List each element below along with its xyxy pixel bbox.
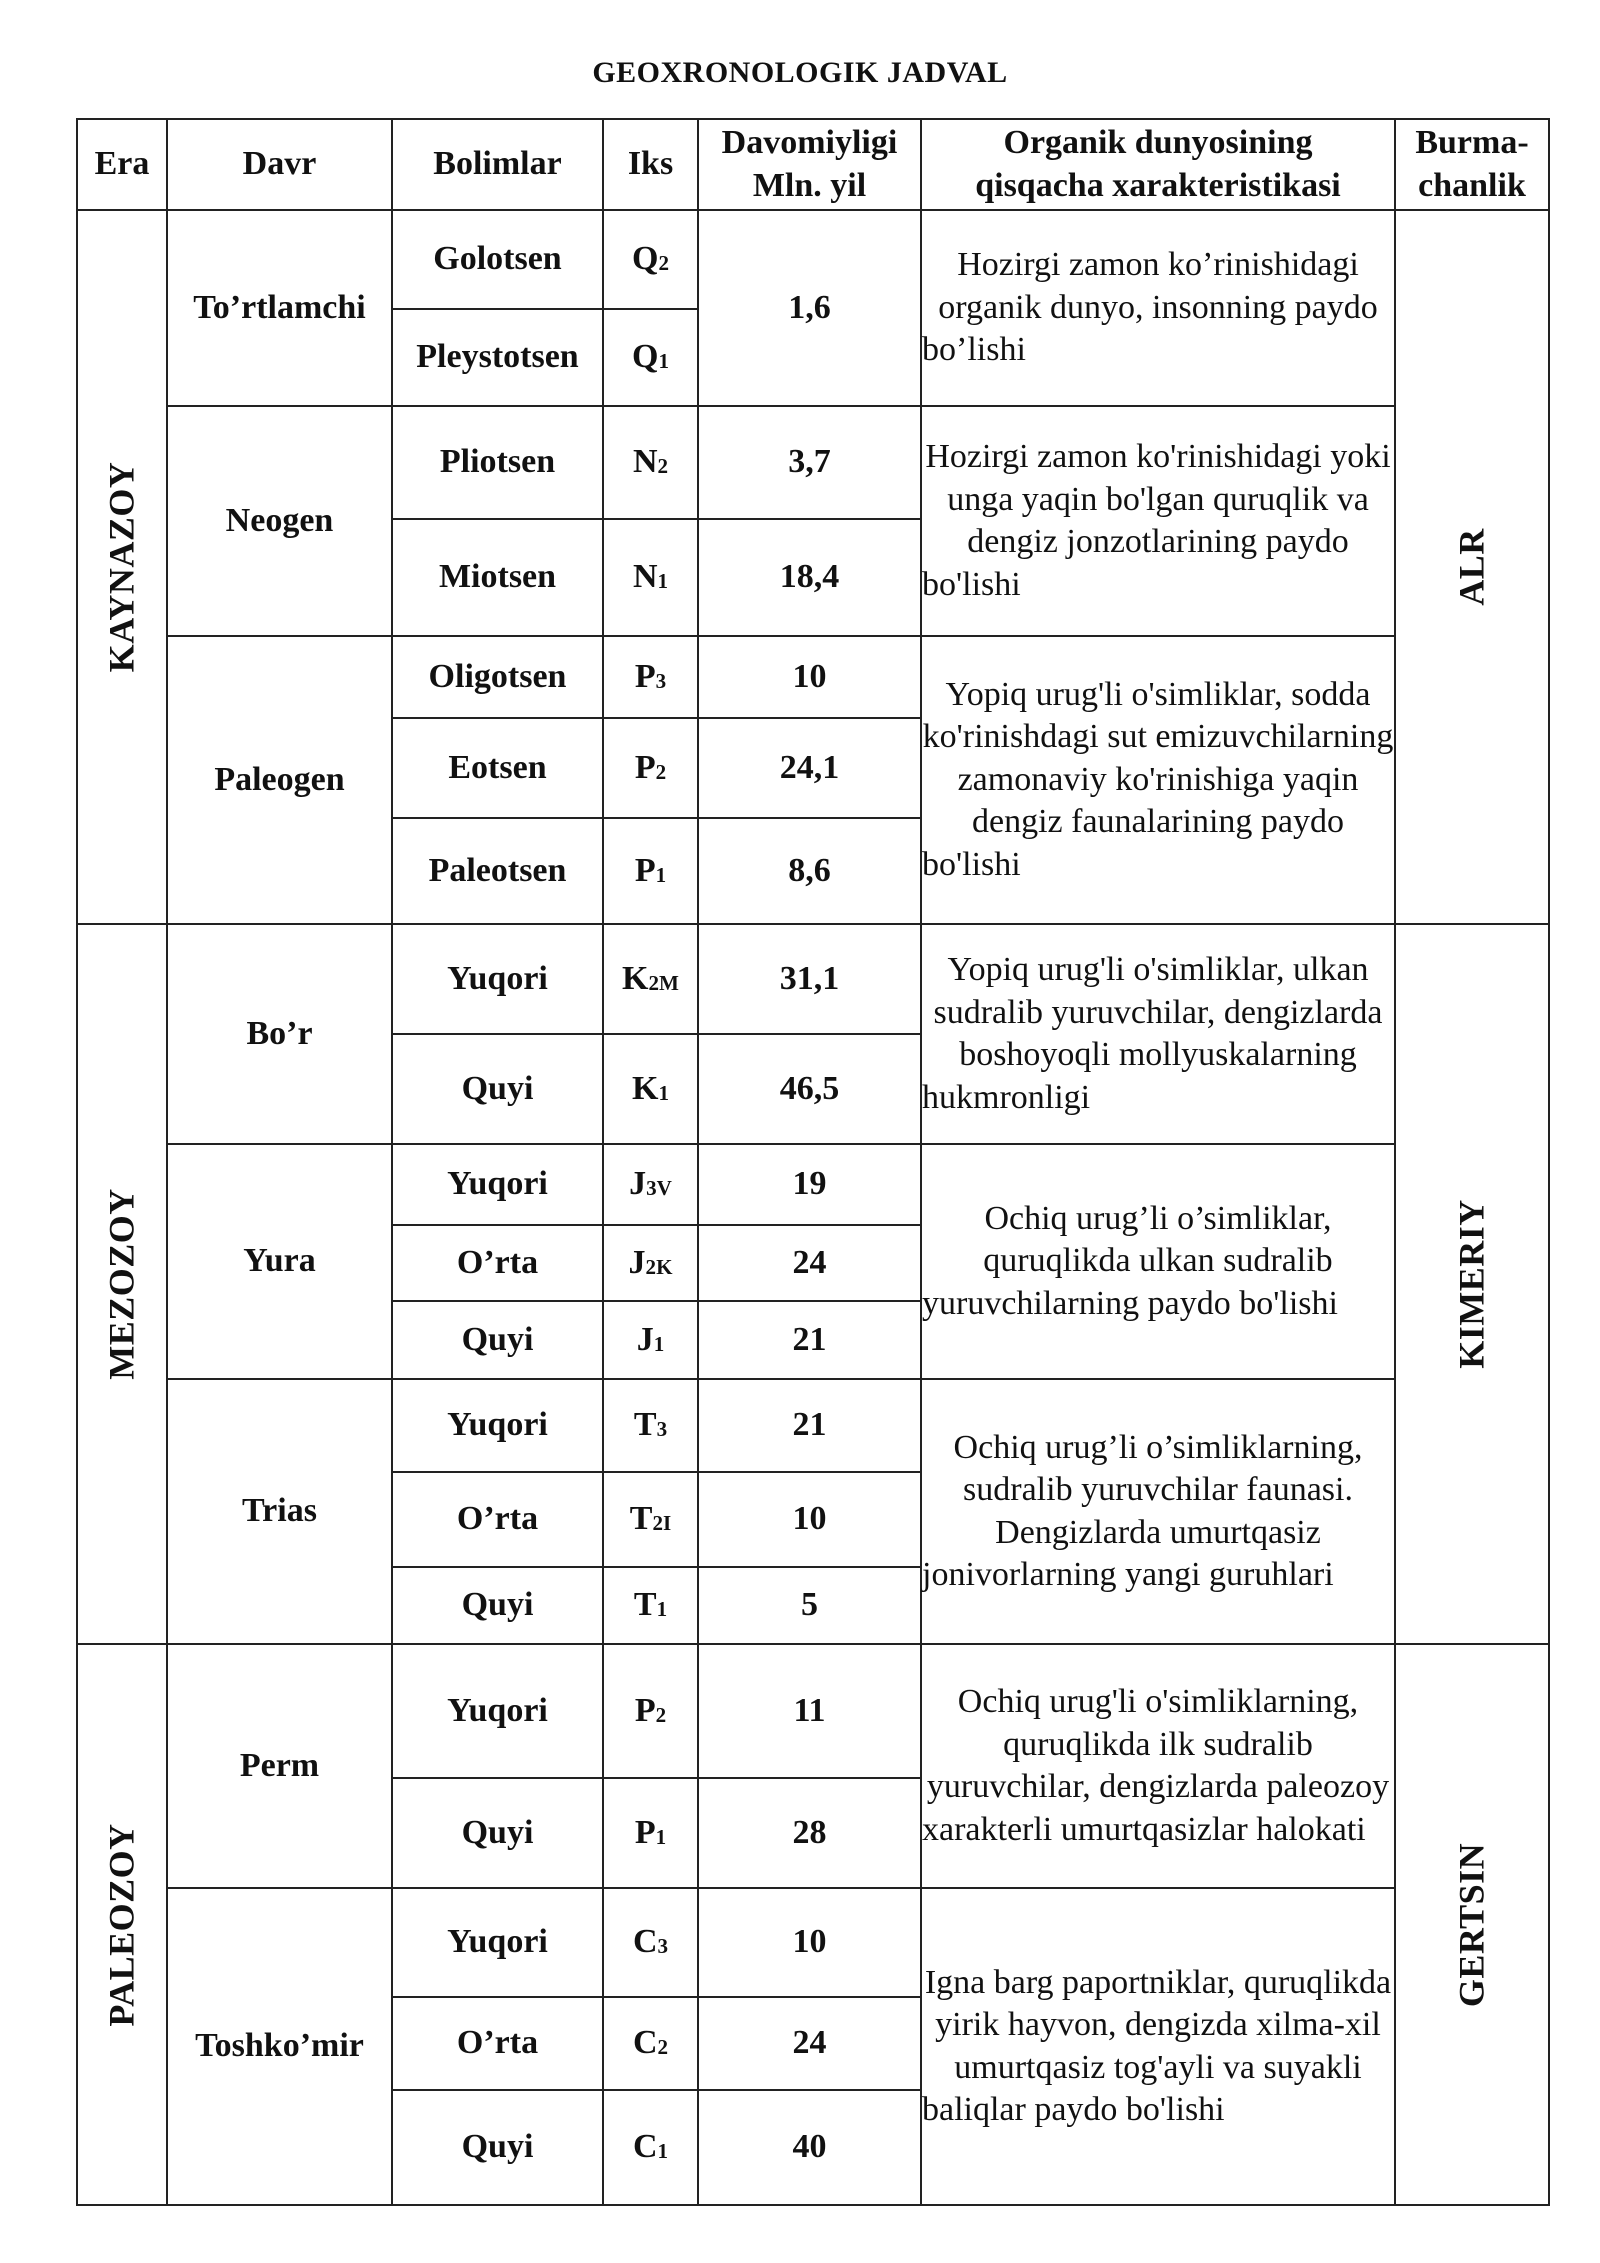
division-yura-yuqori: Yuqori — [392, 1144, 603, 1225]
desc-neogen: Hozirgi zamon ko'rinishidagi yoki unga yaqin bo'lgan quruqlik va dengiz jonzotlarining paydo bo'lishi — [921, 406, 1395, 636]
division-bor-quyi: Quyi — [392, 1034, 603, 1144]
duration-tortlamchi: 1,6 — [698, 210, 921, 406]
duration-pliotsen: 3,7 — [698, 406, 921, 519]
desc-tortlamchi: Hozirgi zamon ko’rinishidagi organik dunyo, insonning paydo bo’lishi — [921, 210, 1395, 406]
period-paleogen: Paleogen — [167, 636, 392, 924]
index-n1: $N_1$ — [603, 519, 698, 636]
index-p2: $P_2$ — [603, 718, 698, 818]
index-j1: $J_1$ — [603, 1301, 698, 1379]
division-eotsen: Eotsen — [392, 718, 603, 818]
header-duration: Davomiyligi Mln. yil — [698, 119, 921, 210]
index-perm-p2: $P_2$ — [603, 1644, 698, 1778]
division-toshkomir-quyi: Quyi — [392, 2090, 603, 2205]
index-q1: $Q_1$ — [603, 309, 698, 406]
header-davr: Davr — [167, 119, 392, 210]
duration-paleotsen: 8,6 — [698, 818, 921, 924]
era-paleozoy: PALEOZOY — [77, 1644, 167, 2205]
duration-bor-quyi: 46,5 — [698, 1034, 921, 1144]
index-k1: $K_1$ — [603, 1034, 698, 1144]
division-perm-quyi: Quyi — [392, 1778, 603, 1888]
table-row — [77, 924, 1549, 1034]
desc-toshkomir: Igna barg paportniklar, quruqlikda yirik hayvon, dengizda xilma-xil umurtqasiz tog'ayli va suyakli baliqlar paydo bo'lishi — [921, 1888, 1395, 2205]
header-era: Era — [77, 119, 167, 210]
duration-yura-quyi: 21 — [698, 1301, 921, 1379]
desc-paleogen: Yopiq urug'li o'simliklar, sodda ko'rinishdagi sut emizuvchilarning zamonaviy ko'rinishiga yaqin dengiz faunalarining paydo bo'lishi — [921, 636, 1395, 924]
desc-trias: Ochiq urug’li o’simliklarning, sudralib yuruvchilar faunasi. Dengizlarda umurtqasiz jonivorlarning yangi guruhlari — [921, 1379, 1395, 1644]
table-row — [77, 1144, 1549, 1225]
index-t3: $T_3$ — [603, 1379, 698, 1472]
division-trias-yuqori: Yuqori — [392, 1379, 603, 1472]
burma-alr: ALR — [1395, 210, 1549, 924]
header-burma: Burma- chanlik — [1395, 119, 1549, 210]
duration-perm-quyi: 28 — [698, 1778, 921, 1888]
duration-toshkomir-quyi: 40 — [698, 2090, 921, 2205]
duration-perm-yuqori: 11 — [698, 1644, 921, 1778]
division-pliotsen: Pliotsen — [392, 406, 603, 519]
division-golotsen: Golotsen — [392, 210, 603, 309]
desc-perm: Ochiq urug'li o'simliklarning, quruqlikda ilk sudralib yuruvchilar, dengizlarda paleozoy xarakterli umurtqasizlar halokati — [921, 1644, 1395, 1888]
index-t2i: $T_{2I}$ — [603, 1472, 698, 1567]
period-toshkomir: Toshko’mir — [167, 1888, 392, 2205]
duration-yura-orta: 24 — [698, 1225, 921, 1301]
desc-bor: Yopiq urug'li o'simliklar, ulkan sudralib yuruvchilar, dengizlarda boshoyoqli mollyuskalarning hukmronligi — [921, 924, 1395, 1144]
geochronological-table — [76, 118, 1550, 2206]
burma-kimeriy: KIMERIY — [1395, 924, 1549, 1644]
duration-miotsen: 18,4 — [698, 519, 921, 636]
division-toshkomir-yuqori: Yuqori — [392, 1888, 603, 1997]
table-row — [77, 636, 1549, 718]
division-toshkomir-orta: O’rta — [392, 1997, 603, 2090]
division-yura-quyi: Quyi — [392, 1301, 603, 1379]
period-perm: Perm — [167, 1644, 392, 1888]
table-row — [77, 1644, 1549, 1778]
division-pleystotsen: Pleystotsen — [392, 309, 603, 406]
page-title: GEOXRONOLOGIK JADVAL — [592, 56, 1008, 89]
division-trias-orta: O’rta — [392, 1472, 603, 1567]
index-p3: $P_3$ — [603, 636, 698, 718]
table-row — [77, 406, 1549, 519]
duration-yura-yuqori: 19 — [698, 1144, 921, 1225]
era-mezozoy: MEZOZOY — [77, 924, 167, 1644]
header-row — [77, 119, 1549, 210]
index-t1: $T_1$ — [603, 1567, 698, 1644]
division-miotsen: Miotsen — [392, 519, 603, 636]
duration-trias-yuqori: 21 — [698, 1379, 921, 1472]
period-tortlamchi: To’rtlamchi — [167, 210, 392, 406]
duration-trias-orta: 10 — [698, 1472, 921, 1567]
table-row — [77, 1888, 1549, 1997]
division-trias-quyi: Quyi — [392, 1567, 603, 1644]
index-q2: $Q_2$ — [603, 210, 698, 309]
duration-bor-yuqori: 31,1 — [698, 924, 921, 1034]
index-c3: $C_3$ — [603, 1888, 698, 1997]
table-row — [77, 210, 1549, 309]
period-neogen: Neogen — [167, 406, 392, 636]
division-oligotsen: Oligotsen — [392, 636, 603, 718]
duration-toshkomir-yuqori: 10 — [698, 1888, 921, 1997]
era-kaynazoy: KAYNAZOY — [77, 210, 167, 924]
period-yura: Yura — [167, 1144, 392, 1379]
index-c2: $C_2$ — [603, 1997, 698, 2090]
period-trias: Trias — [167, 1379, 392, 1644]
index-j3v: $J_{3V}$ — [603, 1144, 698, 1225]
index-c1: $C_1$ — [603, 2090, 698, 2205]
division-yura-orta: O’rta — [392, 1225, 603, 1301]
index-p1: $P_1$ — [603, 818, 698, 924]
duration-oligotsen: 10 — [698, 636, 921, 718]
burma-gertsin: GERTSIN — [1395, 1644, 1549, 2205]
header-organic: Organik dunyosining qisqacha xarakteristikasi — [921, 119, 1395, 210]
duration-eotsen: 24,1 — [698, 718, 921, 818]
duration-trias-quyi: 5 — [698, 1567, 921, 1644]
table-row — [77, 1379, 1549, 1472]
period-bor: Bo’r — [167, 924, 392, 1144]
desc-yura: Ochiq urug’li o’simliklar, quruqlikda ulkan sudralib yuruvchilarning paydo bo'lishi — [921, 1144, 1395, 1379]
header-bolimlar: Bolimlar — [392, 119, 603, 210]
division-paleotsen: Paleotsen — [392, 818, 603, 924]
index-perm-p1: $P_1$ — [603, 1778, 698, 1888]
index-n2: $N_2$ — [603, 406, 698, 519]
division-perm-yuqori: Yuqori — [392, 1644, 603, 1778]
division-bor-yuqori: Yuqori — [392, 924, 603, 1034]
header-iks: Iks — [603, 119, 698, 210]
index-j2k: $J_{2K}$ — [603, 1225, 698, 1301]
duration-toshkomir-orta: 24 — [698, 1997, 921, 2090]
index-k2m: $K_{2M}$ — [603, 924, 698, 1034]
